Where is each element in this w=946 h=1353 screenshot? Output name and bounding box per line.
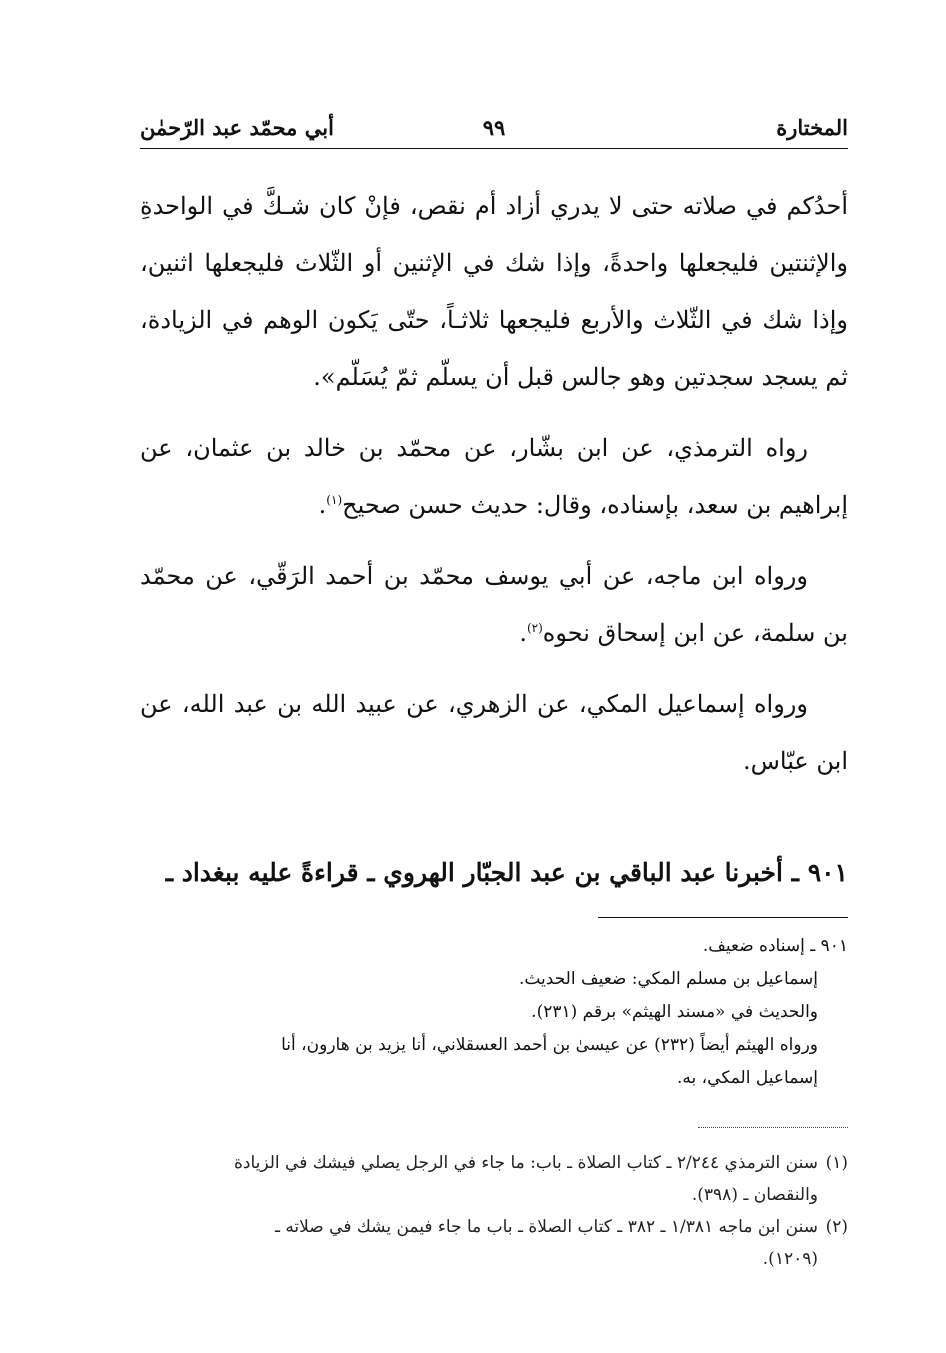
commentary-block: [140, 930, 848, 1095]
footnote-2-continuation: (١٢٠٩).: [762, 1249, 818, 1269]
header-book-title: المختارة: [776, 115, 848, 140]
narration-paragraph-tirmidhi: [140, 420, 848, 534]
narration-text: رواه الترمذي، عن ابن بشّار، عن محمّد بن خالد بن عثمان، عن إبراهيم بن سعد، بإسناده، وقال: حديث حسن صحيح: [140, 434, 848, 519]
page-number: ٩٩: [482, 115, 506, 140]
narration-text: ورواه ابن ماجه، عن أبي يوسف محمّد بن أحمد الرَقّي، عن محمّد بن سلمة، عن ابن إسحاق نحوه: [140, 562, 848, 647]
main-text: [140, 178, 848, 804]
commentary-line: ٩٠١ ـ إسناده ضعيف.: [702, 936, 848, 956]
footnote-text: سنن ابن ماجه ١/٣٨١ ـ ٣٨٢ ـ كتاب الصلاة ـ باب ما جاء فيمن يشك في صلاته ـ: [274, 1217, 818, 1237]
footnote-text: سنن الترمذي ٢/٢٤٤ ـ كتاب الصلاة ـ باب: ما جاء في الرجل يصلي فيشك في الزيادة: [233, 1153, 818, 1173]
commentary-line: إسماعيل بن مسلم المكي: ضعيف الحديث.: [518, 969, 818, 989]
footnote-1-continuation: والنقصان ـ (٣٩٨).: [691, 1185, 818, 1205]
narration-paragraph-ismail: ورواه إسماعيل المكي، عن الزهري، عن عبيد الله بن عبد الله، عن ابن عبّاس.: [140, 690, 848, 775]
footnote-number: (٢): [825, 1217, 848, 1237]
header-author: أبي محمّد عبد الرّحمٰن: [140, 115, 334, 140]
hadith-text-paragraph: أحدُكم في صلاته حتى لا يدري أزاد أم نقص، فإنْ كان شـكَّ في الواحدةِ والإثنتين فليجعلها واحدةً، وإذا شك في الإثنين أو الثّلاث فليجعلها اثنين، وإذا شك في الثّلاث والأربع فليجعها ثلاثـاً، حتّى يَكون الوهم في الزيادة، ثم يسجد سجدتين وهو جالس قبل أن يسلّم ثمّ يُسَلّم».: [140, 192, 848, 391]
footnote-1: [140, 1147, 848, 1179]
sentence-end: .: [519, 619, 527, 647]
hadith-901-heading: ٩٠١ ـ أخبرنا عبد الباقي بن عبد الجبّار الهروي ـ قراءةً عليه ببغداد ـ: [165, 858, 848, 887]
commentary-line: إسماعيل المكي، به.: [677, 1068, 818, 1088]
footnote-ref-2[interactable]: (٢): [526, 621, 543, 635]
commentary-line: والحديث في «مسند الهيثم» برقم (٢٣١).: [531, 1002, 818, 1022]
running-header: [140, 112, 848, 149]
footnote-ref-1[interactable]: (١): [326, 493, 343, 507]
sentence-end: .: [318, 491, 327, 519]
narration-paragraph-ibn-majah: [140, 548, 848, 662]
commentary-line: ورواه الهيثم أيضاً (٢٣٢) عن عيسىٰ بن أحمد العسقلاني، أنا يزيد بن هارون، أنا: [281, 1035, 818, 1055]
footnote-2: [140, 1211, 848, 1243]
commentary-divider: [598, 917, 848, 918]
footnote-number: (١): [825, 1153, 848, 1173]
footnote-divider: [698, 1127, 848, 1128]
footnotes: [140, 1147, 848, 1275]
